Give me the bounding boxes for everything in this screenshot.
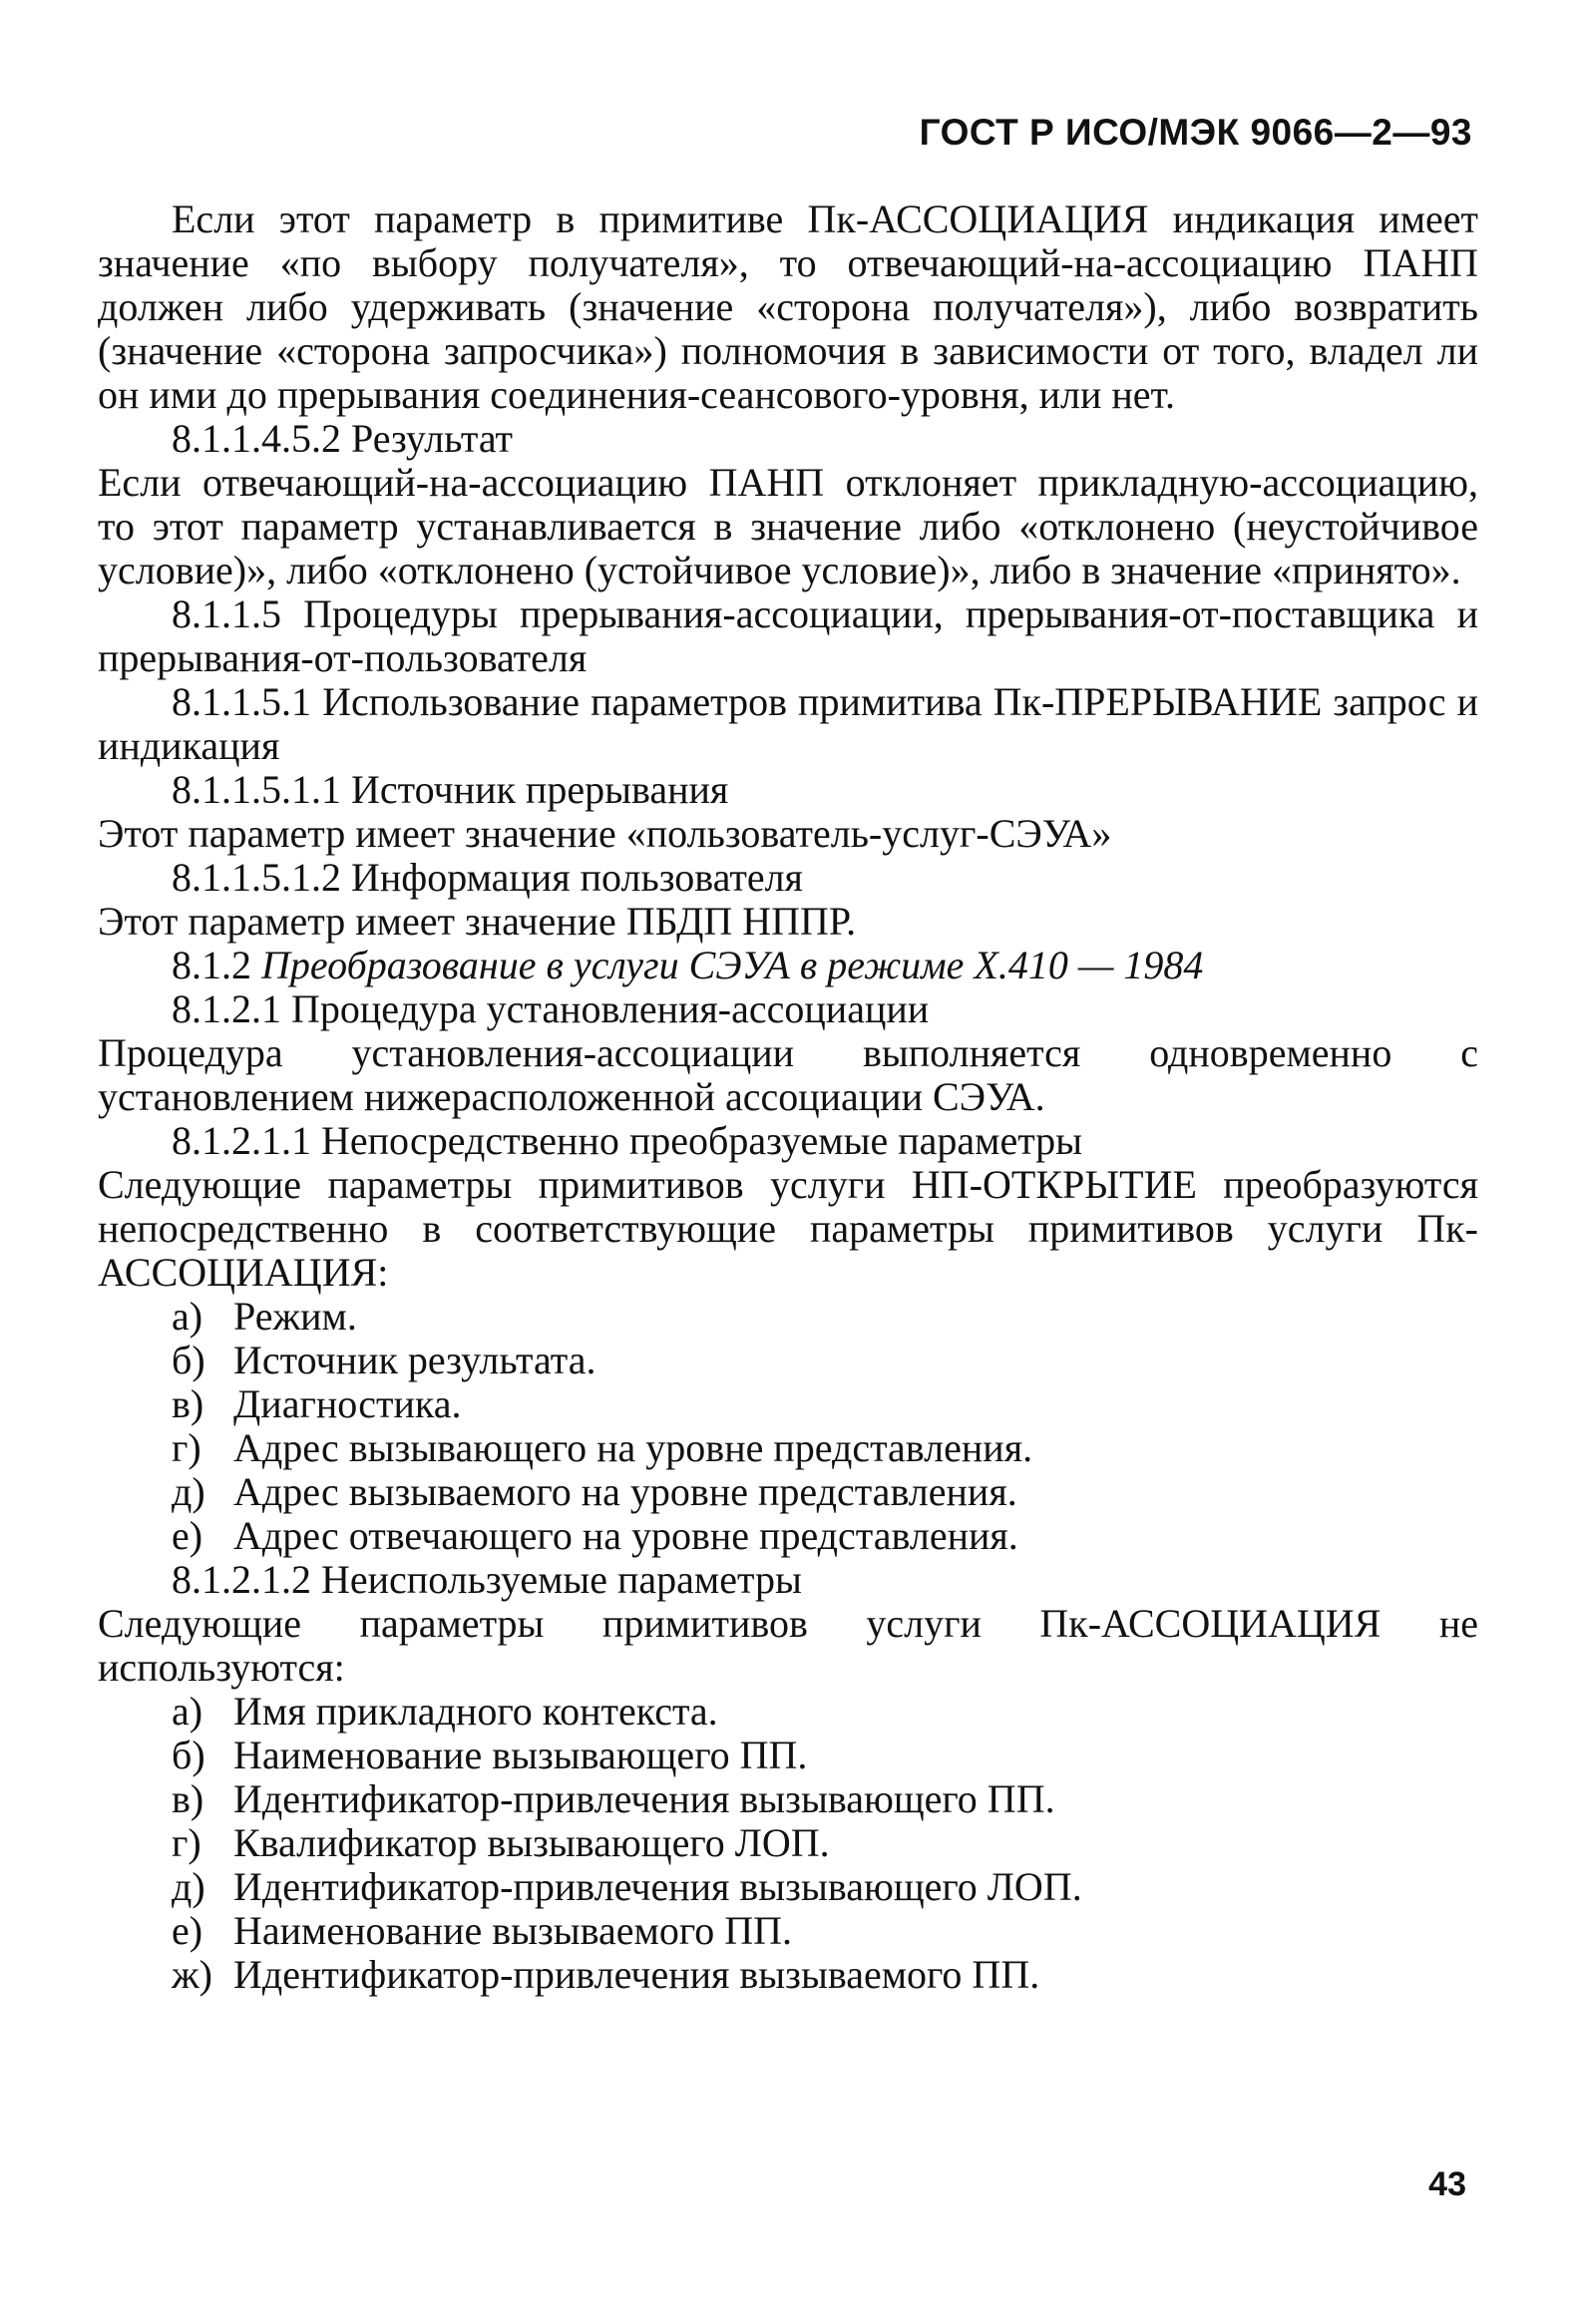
list-item-text: Идентификатор-привлечения вызывающего ПП.: [233, 1776, 1055, 1821]
paragraph-association-procedure: Процедура установления-ассоциации выполняется одновременно с установлением нижерасположенной ассоциации СЭУА.: [98, 1030, 1478, 1119]
list-item: [98, 1777, 1478, 1821]
list-marker: г): [172, 1820, 201, 1865]
list-item-text: Адрес вызываемого на уровне представления.: [233, 1469, 1017, 1514]
list-item-text: Идентификатор-привлечения вызывающего ЛОП.: [233, 1864, 1082, 1909]
list-marker: е): [172, 1908, 203, 1953]
section-heading-8-1-1-5: 8.1.1.5 Процедуры прерывания-ассоциации, прерывания-от-поставщика и прерывания-от-пользователя: [98, 591, 1478, 680]
list-item-text: Режим.: [233, 1294, 357, 1339]
list-item: [98, 1734, 1478, 1777]
paragraph-mapped-parameters: Следующие параметры примитивов услуги НП-ОТКРЫТИЕ преобразуются непосредственно в соответствующие параметры примитивов услуги Пк-АССОЦИАЦИЯ:: [98, 1162, 1478, 1295]
list-marker: а): [172, 1689, 203, 1734]
list-marker: д): [172, 1864, 205, 1909]
paragraph-user-info: Этот параметр имеет значение ПБДП НППР.: [98, 899, 857, 944]
list-item-text: Наименование вызывающего ПП.: [233, 1733, 808, 1777]
document-body: [98, 197, 1478, 1997]
list-item: [98, 1470, 1478, 1514]
list-item-text: Наименование вызываемого ПП.: [233, 1908, 792, 1953]
list-marker: е): [172, 1513, 203, 1558]
list-item: [98, 1821, 1478, 1865]
list-item: [98, 1382, 1478, 1426]
list-item-text: Квалификатор вызывающего ЛОП.: [233, 1820, 830, 1865]
list-item: [98, 1339, 1478, 1382]
list-item: [98, 1865, 1478, 1909]
page-number: 43: [1428, 2165, 1466, 2203]
list-item: [98, 1295, 1478, 1339]
list-marker: б): [172, 1733, 205, 1777]
list-item: [98, 1426, 1478, 1470]
paragraph-abort-indication: Если этот параметр в примитиве Пк-АССОЦИАЦИЯ индикация имеет значение «по выбору получателя», то отвечающий-на-ассоциацию ПАНП должен либо удерживать (значение «сторона получателя»), либо возвратить (значение «сторона запросчика») полномочия в зависимости от того, владел ли он ими до прерывания соединения-сеансового-уровня, или нет.: [98, 196, 1478, 417]
paragraph-abort-source: Этот параметр имеет значение «пользователь-услуг-СЭУА»: [98, 811, 1112, 856]
list-item-text: Идентификатор-привлечения вызываемого ПП.: [233, 1952, 1040, 1997]
list-marker: б): [172, 1338, 205, 1382]
section-heading-8-1-1-4-5-2: 8.1.1.4.5.2 Результат: [172, 416, 514, 461]
list-item-text: Адрес отвечающего на уровне представления.: [233, 1513, 1018, 1558]
list-marker: в): [172, 1381, 204, 1426]
list-item-text: Имя прикладного контекста.: [233, 1689, 718, 1734]
section-number-8-1-2: 8.1.2: [172, 943, 251, 987]
section-heading-8-1-2-1-2: 8.1.2.1.2 Неиспользуемые параметры: [172, 1557, 802, 1602]
paragraph-unused-parameters: Следующие параметры примитивов услуги Пк-АССОЦИАЦИЯ не используются:: [98, 1601, 1478, 1690]
list-item: [98, 1953, 1478, 1997]
paragraph-result: Если отвечающий-на-ассоциацию ПАНП отклоняет прикладную-ассоциацию, то этот параметр устанавливается в значение либо «отклонено (неустойчивое условие)», либо «отклонено (устойчивое условие)», либо в значение «принято».: [98, 460, 1478, 592]
unused-parameters-list: [98, 1690, 1478, 1997]
standard-header: ГОСТ Р ИСО/МЭК 9066—2—93: [919, 112, 1472, 153]
section-heading-8-1-2: [98, 944, 1478, 987]
list-item-text: Источник результата.: [233, 1338, 596, 1382]
list-marker: а): [172, 1294, 203, 1339]
list-marker: ж): [172, 1952, 212, 1997]
section-heading-8-1-2-1: 8.1.2.1 Процедура установления-ассоциации: [172, 986, 930, 1031]
list-item-text: Диагностика.: [233, 1381, 462, 1426]
list-item: [98, 1909, 1478, 1953]
list-item: [98, 1514, 1478, 1558]
list-marker: г): [172, 1425, 201, 1470]
section-heading-8-1-1-5-1: 8.1.1.5.1 Использование параметров примитива Пк-ПРЕРЫВАНИЕ запрос и индикация: [98, 679, 1478, 768]
section-heading-8-1-1-5-1-2: 8.1.1.5.1.2 Информация пользователя: [172, 855, 803, 900]
section-heading-8-1-2-1-1: 8.1.2.1.1 Непосредственно преобразуемые параметры: [172, 1118, 1083, 1163]
list-item-text: Адрес вызывающего на уровне представления.: [233, 1425, 1033, 1470]
section-title-8-1-2: Преобразование в услуги СЭУА в режиме Х.410 — 1984: [261, 943, 1204, 987]
mapped-parameters-list: [98, 1295, 1478, 1558]
list-marker: в): [172, 1776, 204, 1821]
list-item: [98, 1690, 1478, 1734]
section-heading-8-1-1-5-1-1: 8.1.1.5.1.1 Источник прерывания: [172, 767, 729, 812]
list-marker: д): [172, 1469, 205, 1514]
